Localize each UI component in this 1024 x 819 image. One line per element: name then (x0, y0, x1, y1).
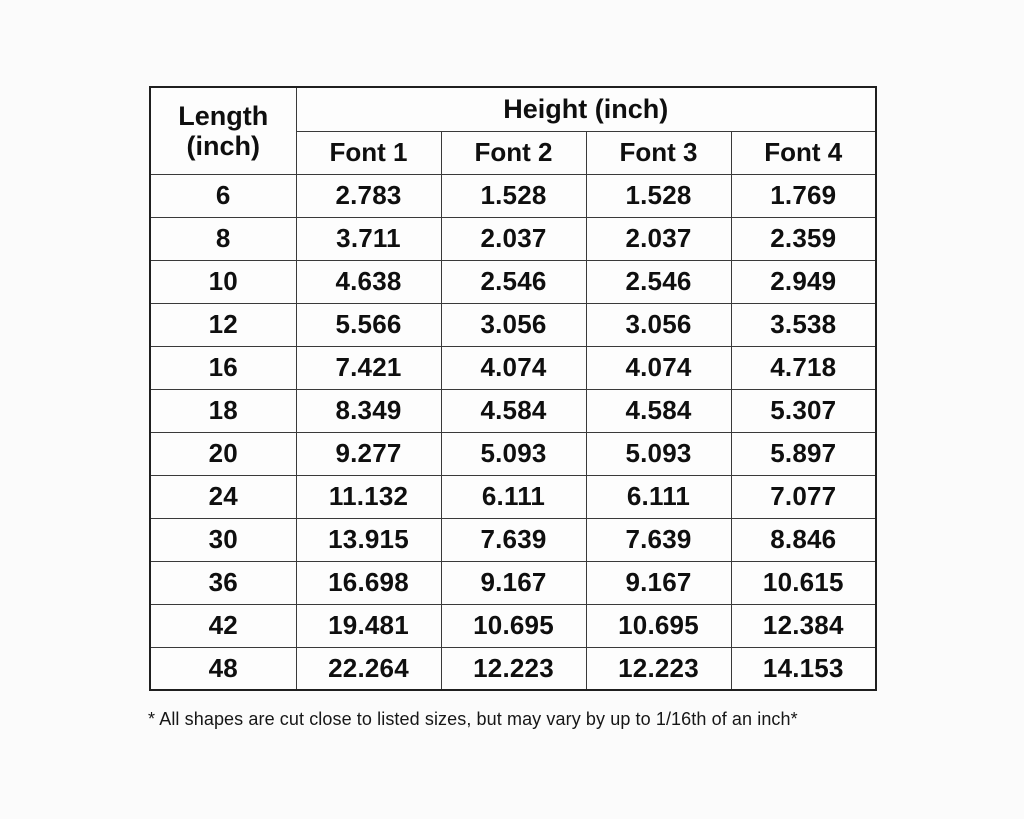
column-header-font-2: Font 2 (441, 131, 586, 174)
length-cell: 30 (150, 518, 296, 561)
length-cell: 12 (150, 303, 296, 346)
length-cell: 36 (150, 561, 296, 604)
height-cell: 1.528 (586, 174, 731, 217)
height-cell: 2.037 (586, 217, 731, 260)
height-cell: 7.421 (296, 346, 441, 389)
length-cell: 24 (150, 475, 296, 518)
table-row (150, 518, 876, 561)
table-row (150, 217, 876, 260)
height-cell: 14.153 (731, 647, 876, 690)
height-cell: 3.711 (296, 217, 441, 260)
height-cell: 9.277 (296, 432, 441, 475)
height-cell: 16.698 (296, 561, 441, 604)
length-cell: 42 (150, 604, 296, 647)
table-row (150, 346, 876, 389)
length-cell: 8 (150, 217, 296, 260)
table-row (150, 260, 876, 303)
table-row (150, 561, 876, 604)
height-cell: 5.093 (441, 432, 586, 475)
footnote: * All shapes are cut close to listed sizes, but may vary by up to 1/16th of an inch* (148, 709, 798, 729)
table-body (150, 174, 876, 690)
length-header-line1: Length (178, 100, 269, 131)
height-cell: 4.638 (296, 260, 441, 303)
table-row (150, 432, 876, 475)
length-cell: 18 (150, 389, 296, 432)
height-cell: 13.915 (296, 518, 441, 561)
table-row (150, 475, 876, 518)
group-header-row (150, 87, 876, 131)
height-cell: 4.074 (586, 346, 731, 389)
column-header-font-1: Font 1 (296, 131, 441, 174)
height-cell: 11.132 (296, 475, 441, 518)
height-cell: 10.695 (441, 604, 586, 647)
height-cell: 7.639 (586, 518, 731, 561)
height-cell: 4.584 (586, 389, 731, 432)
table-row (150, 604, 876, 647)
height-cell: 5.307 (731, 389, 876, 432)
height-cell: 6.111 (441, 475, 586, 518)
height-cell: 2.783 (296, 174, 441, 217)
height-cell: 2.949 (731, 260, 876, 303)
height-cell: 1.528 (441, 174, 586, 217)
height-cell: 19.481 (296, 604, 441, 647)
height-cell: 5.897 (731, 432, 876, 475)
height-cell: 5.566 (296, 303, 441, 346)
height-cell: 12.223 (441, 647, 586, 690)
height-cell: 4.074 (441, 346, 586, 389)
length-column-header (150, 87, 296, 174)
height-cell: 22.264 (296, 647, 441, 690)
height-cell: 8.846 (731, 518, 876, 561)
table-row (150, 389, 876, 432)
height-cell: 9.167 (586, 561, 731, 604)
table-row (150, 647, 876, 690)
height-cell: 1.769 (731, 174, 876, 217)
height-cell: 2.546 (586, 260, 731, 303)
height-cell: 3.056 (586, 303, 731, 346)
table-row (150, 303, 876, 346)
height-group-header: Height (inch) (296, 87, 876, 131)
height-cell: 7.077 (731, 475, 876, 518)
height-cell: 7.639 (441, 518, 586, 561)
height-cell: 3.056 (441, 303, 586, 346)
size-chart-table (149, 86, 877, 691)
length-cell: 20 (150, 432, 296, 475)
height-cell: 12.223 (586, 647, 731, 690)
height-cell: 2.546 (441, 260, 586, 303)
height-cell: 4.718 (731, 346, 876, 389)
length-cell: 48 (150, 647, 296, 690)
column-header-font-4: Font 4 (731, 131, 876, 174)
height-cell: 5.093 (586, 432, 731, 475)
height-cell: 2.359 (731, 217, 876, 260)
length-cell: 10 (150, 260, 296, 303)
length-cell: 6 (150, 174, 296, 217)
table-row (150, 174, 876, 217)
height-cell: 9.167 (441, 561, 586, 604)
height-cell: 10.615 (731, 561, 876, 604)
height-cell: 12.384 (731, 604, 876, 647)
height-cell: 2.037 (441, 217, 586, 260)
height-cell: 6.111 (586, 475, 731, 518)
length-header-line2: (inch) (186, 130, 260, 161)
length-cell: 16 (150, 346, 296, 389)
height-cell: 4.584 (441, 389, 586, 432)
height-cell: 8.349 (296, 389, 441, 432)
height-cell: 3.538 (731, 303, 876, 346)
column-header-font-3: Font 3 (586, 131, 731, 174)
height-cell: 10.695 (586, 604, 731, 647)
